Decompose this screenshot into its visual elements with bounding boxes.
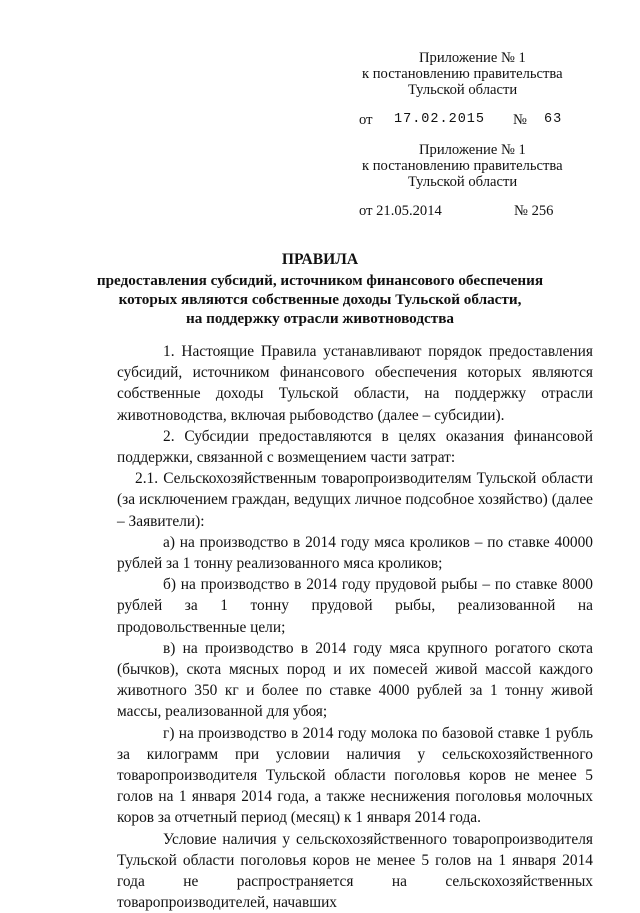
paragraph-2: 2. Субсидии предоставляются в целях оказания финансовой поддержки, связанной с возмещением части затрат: [117,427,593,467]
document-subtitle-line-2: которых являются собственные доходы Тульской области, [118,291,522,308]
paragraph-condition: Условие наличия у сельскохозяйственного товаропроизводителя Тульской области поголовья коров не менее 5 голов на 1 января 2014 года не распространяется на сельскохозяйственных товаропроизводителей, начавших [117,830,593,912]
paragraph-2-1: 2.1. Сельскохозяйственным товаропроизводителям Тульской области (за исключением граждан, ведущих личное подсобное хозяйство) (далее – Заявители): [117,470,593,530]
item-g: г) на производство в 2014 году молока по базовой ставке 1 рубль за килограмм при условии наличия у сельскохозяйственного товаропроизводителя Тульской области поголовья коров не менее 5 голов на 1 января 2014 года, а также неснижения поголовья молочных коров за отчетный период (месяц) к 1 января 2014 года. [117,724,593,827]
document-body [117,341,593,913]
appendix-label-1: Приложение № 1 [419,50,526,66]
resolution-number-2: № 256 [514,203,554,219]
document-subtitle-line-1: предоставления субсидий, источником финансового обеспечения [96,272,544,289]
appendix-label-2: Приложение № 1 [419,142,526,158]
date-prefix-1: от [359,112,373,128]
resolution-number-1: 63 [544,112,563,127]
document-heading: ПРАВИЛА [281,251,359,268]
appendix-resolution-1: к постановлению правительства [362,66,563,82]
paragraph-1: 1. Настоящие Правила устанавливают порядок предоставления субсидий, источником финансового обеспечения которых являются собственные доходы Тульской области, на поддержку отрасли животноводства, включая рыбоводство (далее – субсидии). [117,343,593,424]
item-a: а) на производство в 2014 году мяса кроликов – по ставке 40000 рублей за 1 тонну реализованного мяса кроликов; [117,533,593,573]
resolution-date-1: 17.02.2015 [394,112,486,127]
resolution-date-2: от 21.05.2014 [359,203,442,219]
appendix-region-1: Тульской области [408,82,518,98]
document-subtitle-line-3: на поддержку отрасли животноводства [185,310,455,327]
appendix-region-2: Тульской области [408,174,518,190]
appendix-resolution-2: к постановлению правительства [362,158,563,174]
item-b: б) на производство в 2014 году прудовой рыбы – по ставке 8000 рублей за 1 тонну прудовой рыбы, реализованной на продовольственные цели; [117,576,593,636]
number-prefix-1: № [513,112,527,128]
item-v: в) на производство в 2014 году мяса крупного рогатого скота (бычков), скота мясных пород и их помесей живой массой каждого животного 350 кг и более по ставке 4000 рублей за 1 тонну живой массы, реализованной для убоя; [117,639,593,721]
